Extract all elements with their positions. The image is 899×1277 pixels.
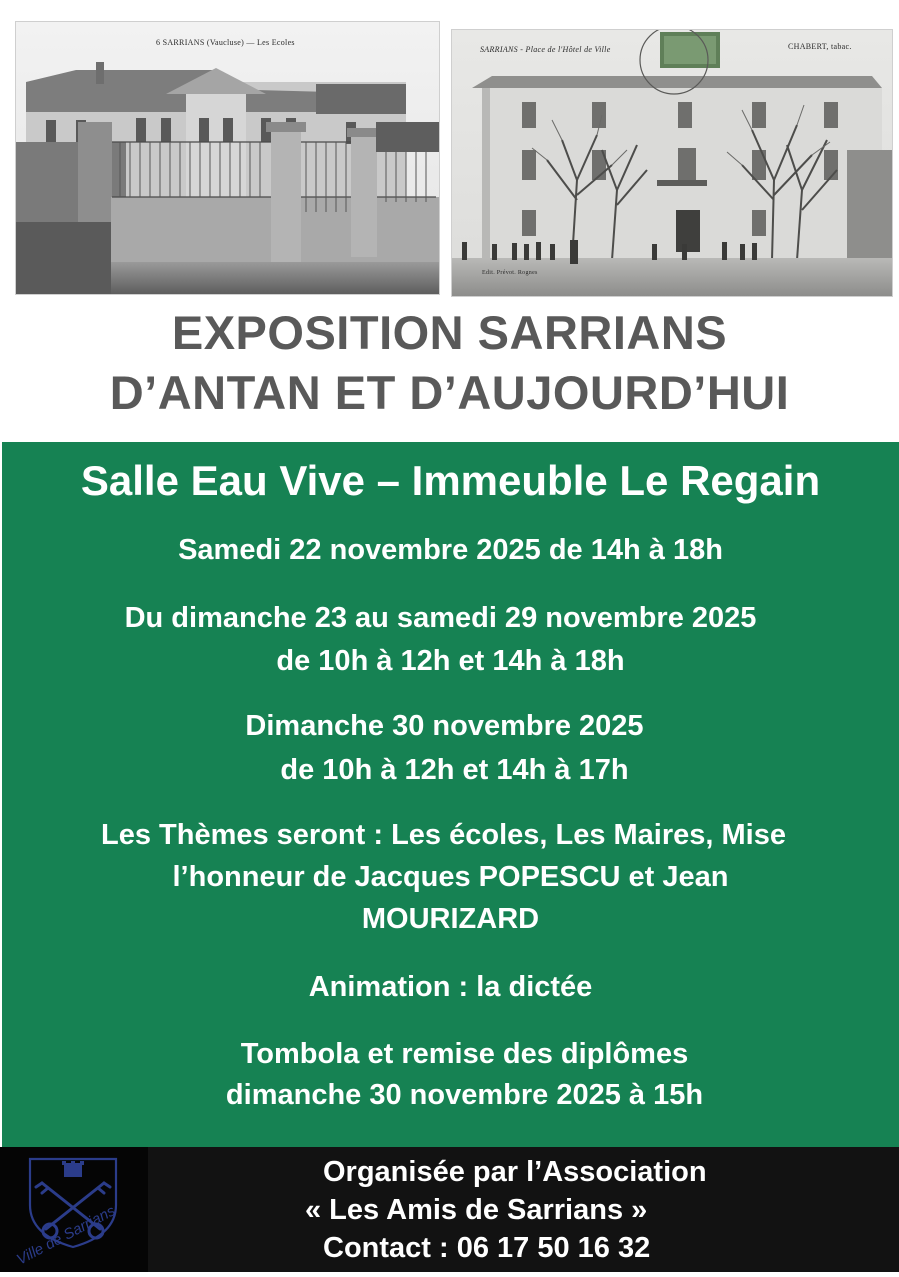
hotel-de-ville-illustration (452, 30, 892, 296)
logo-text: Ville de Sarrians (13, 1202, 119, 1269)
exhibition-title-line-2: D’ANTAN ET D’AUJOURD’HUI (109, 366, 790, 419)
postcard-publisher-credit: Edit. Prévot. Rognes (482, 270, 538, 276)
postcard-photo-ecoles (16, 22, 439, 294)
ecoles-illustration (16, 22, 439, 294)
exhibition-title-line-1: EXPOSITION SARRIANS (171, 306, 728, 359)
themes-line-3: MOURIZARD (361, 903, 540, 935)
venue-heading: Salle Eau Vive – Immeuble Le Regain (80, 457, 821, 504)
date-saturday: Samedi 22 novembre 2025 de 14h à 18h (178, 534, 723, 566)
animation-text: Animation : la dictée (308, 971, 593, 1003)
postcard-caption-publisher-name: CHABERT, tabac. (788, 42, 852, 51)
contact-phone: Contact : 06 17 50 16 32 (323, 1232, 651, 1264)
organizer-line: Organisée par l’Association (323, 1156, 707, 1188)
tombola-line-1: Tombola et remise des diplômes (240, 1038, 689, 1070)
footer-bar (0, 1147, 899, 1272)
coat-of-arms-icon (0, 1147, 148, 1272)
event-info-panel (2, 442, 899, 1147)
association-name: « Les Amis de Sarrians » (305, 1194, 648, 1226)
postcard-caption: SARRIANS - Place de l'Hôtel de Ville (480, 45, 611, 54)
date-sunday-hours: de 10h à 12h et 14h à 17h (280, 754, 629, 786)
date-week-hours: de 10h à 12h et 14h à 18h (276, 645, 625, 677)
tombola-line-2: dimanche 30 novembre 2025 à 15h (225, 1079, 704, 1111)
date-sunday: Dimanche 30 novembre 2025 (245, 710, 644, 742)
themes-line-2: l’honneur de Jacques POPESCU et Jean (172, 861, 729, 893)
themes-line-1: Les Thèmes seront : Les écoles, Les Maires, Mise (100, 819, 786, 851)
date-week-range: Du dimanche 23 au samedi 29 novembre 2025 (124, 602, 757, 634)
postcard-caption: 6 SARRIANS (Vaucluse) — Les Ecoles (156, 38, 295, 47)
ville-de-sarrians-logo (0, 1147, 148, 1272)
postcard-photo-hotel-de-ville (452, 30, 892, 296)
